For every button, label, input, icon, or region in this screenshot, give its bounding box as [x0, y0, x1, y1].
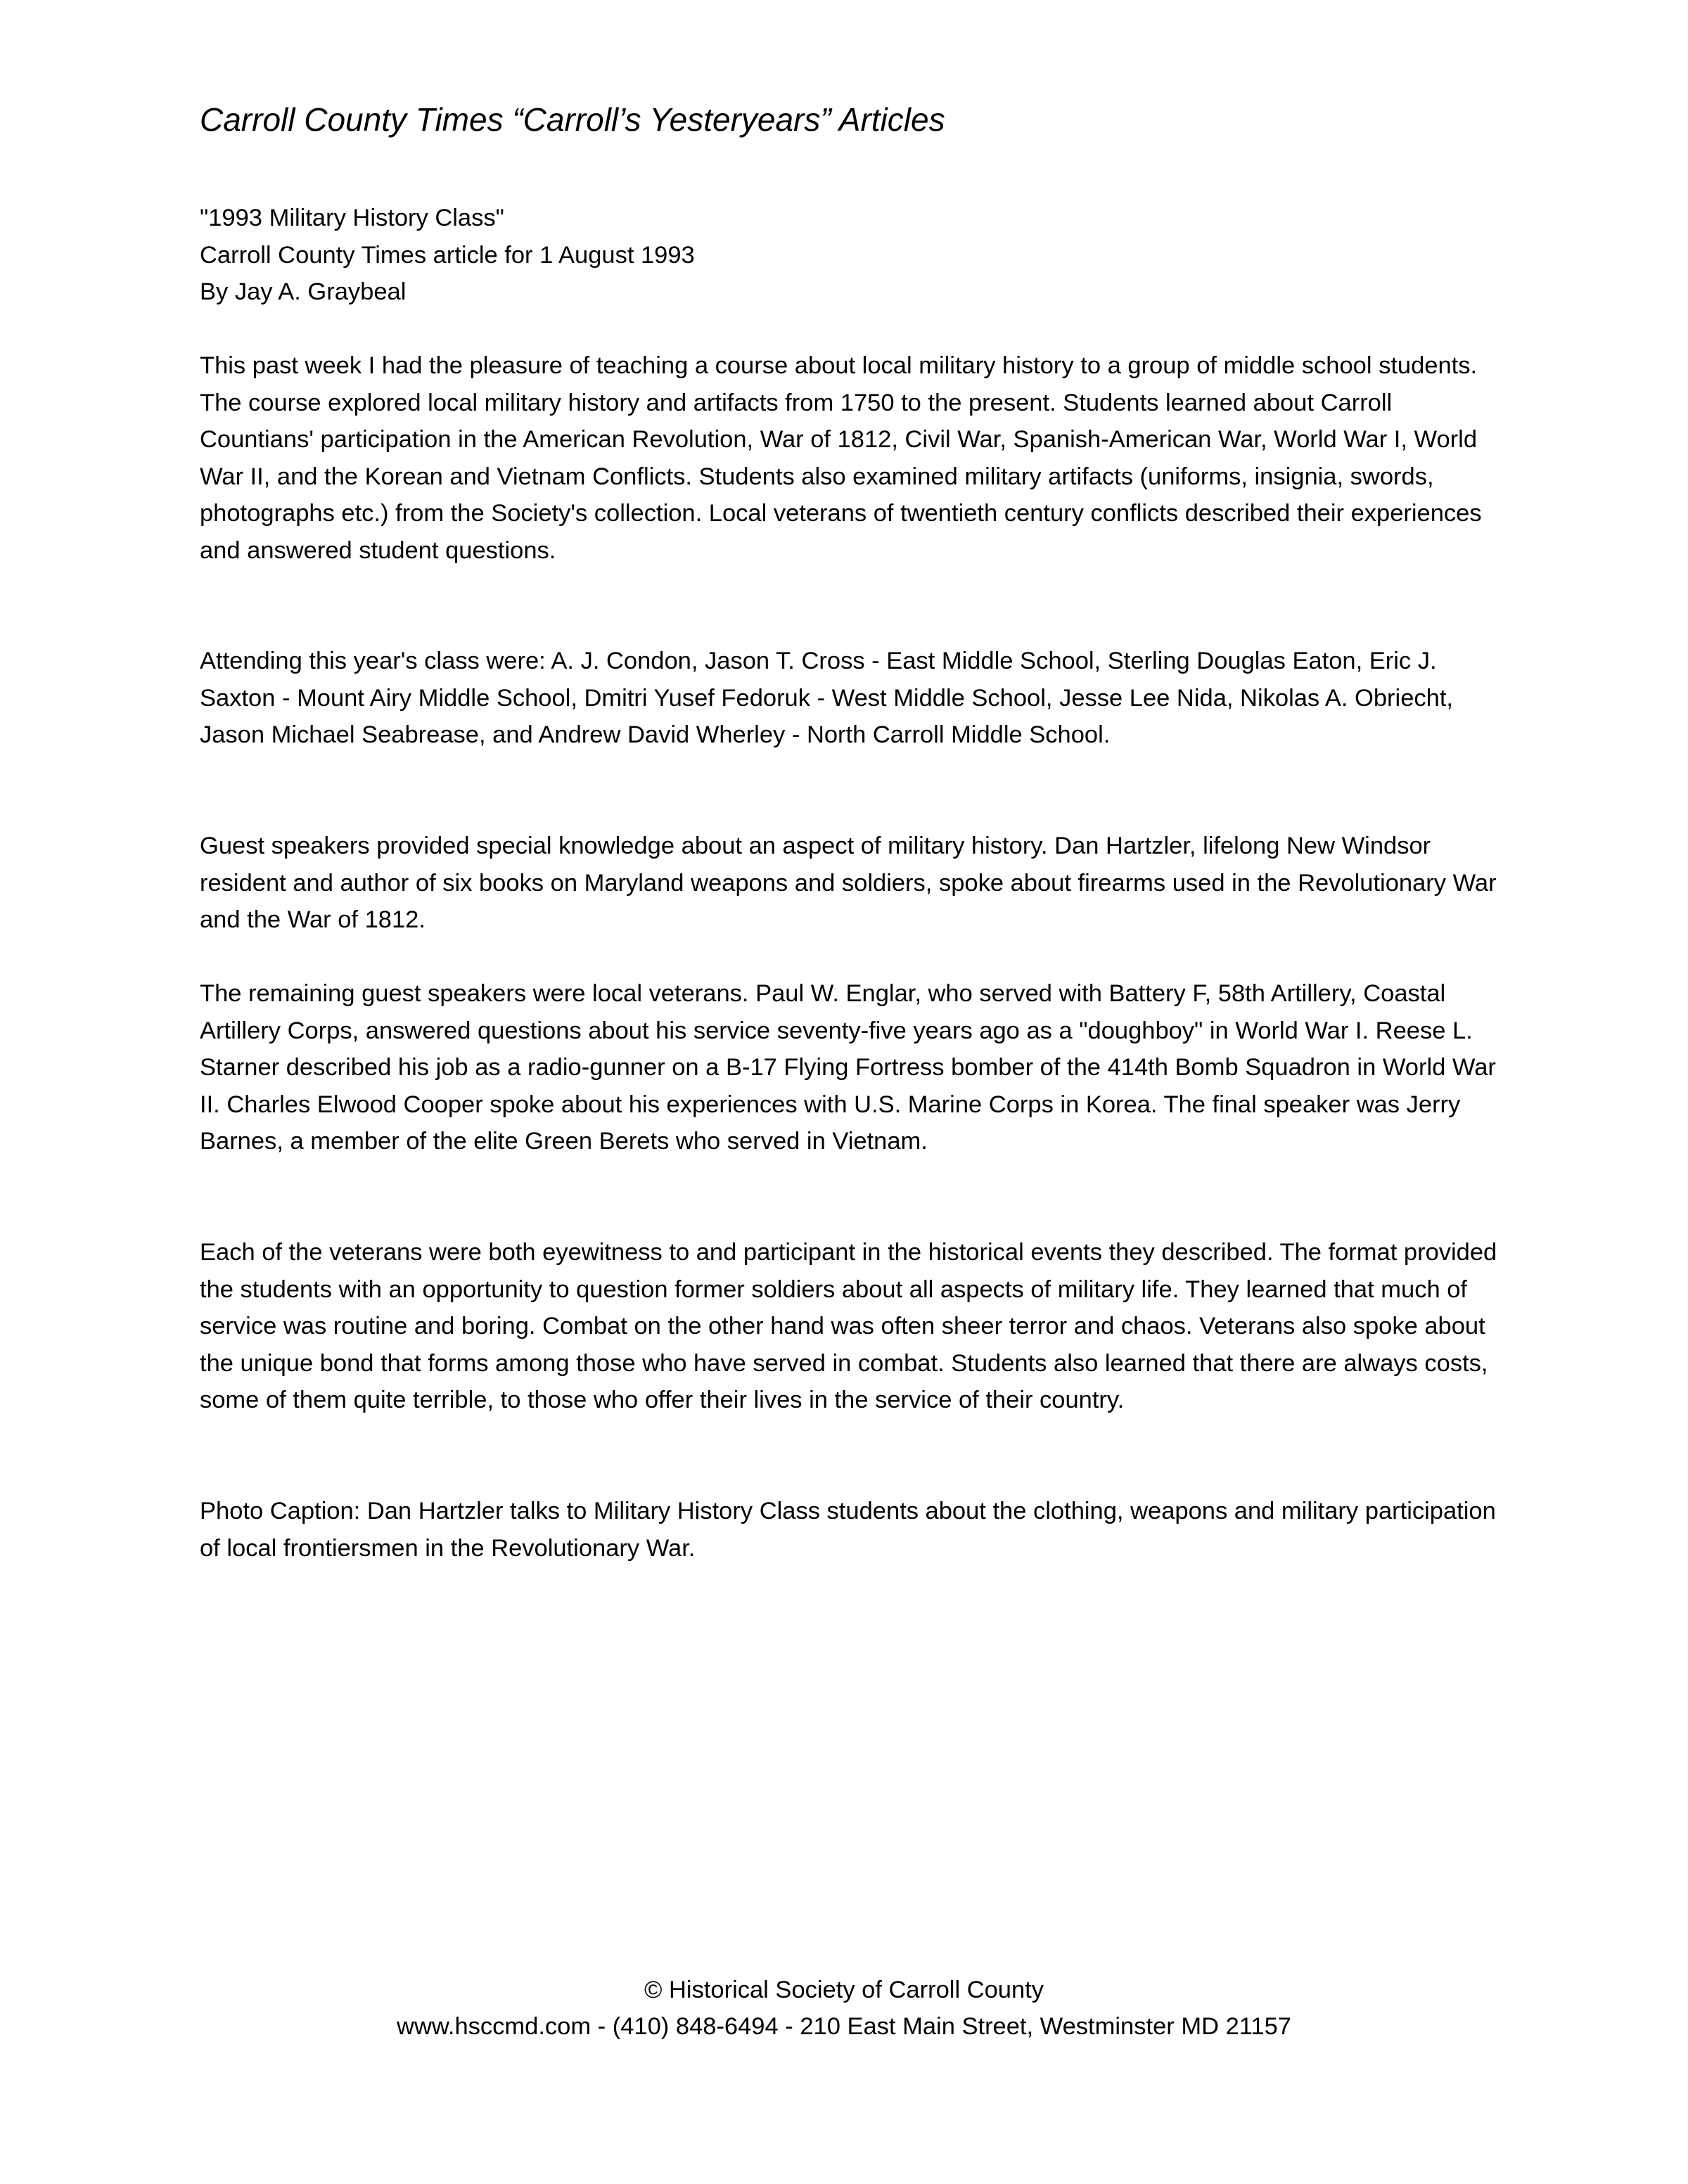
article-byline: By Jay A. Graybeal: [200, 278, 407, 305]
article-dateline: Carroll County Times article for 1 August 1993: [200, 241, 695, 269]
photo-caption: Photo Caption: Dan Hartzler talks to Military History Class students about the clothing, weapons and military participation of local frontiersmen in the Revolutionary War.: [200, 1498, 1496, 1562]
paragraph-veterans: The remaining guest speakers were local veterans. Paul W. Englar, who served with Battery F, 58th Artillery, Coastal Artillery Corps, answered questions about his service seventy-five years ago as a "doughboy" in World War I. Reese L. Starner described his job as a radio-gunner on a B-17 Flying Fortress bomber of the 414th Bomb Squadron in World War II. Charles Elwood Cooper spoke about his experiences with U.S. Marine Corps in Korea. The final speaker was Jerry Barnes, a member of the elite Green Berets who served in Vietnam.: [200, 980, 1496, 1155]
paragraph-attendees: Attending this year's class were: A. J. Condon, Jason T. Cross - East Middle School, Sterling Douglas Eaton, Eric J. Saxton - Mount Airy Middle School, Dmitri Yusef Fedoruk - West Middle School, Jesse Lee Nida, Nikolas A. Obriecht, Jason Michael Seabrease, and Andrew David Wherley - North Carroll Middle School.: [200, 648, 1454, 748]
paragraph-course-overview: This past week I had the pleasure of teaching a course about local military history to a group of middle school students. The course explored local military history and artifacts from 1750 to the present. Students learned about Carroll Countians' participation in the American Revolution, War of 1812, Civil War, Spanish-American War, World War I, World War II, and the Korean and Vietnam Conflicts. Students also examined military artifacts (uniforms, insignia, swords, photographs etc.) from the Society's collection. Local veterans of twentieth century conflicts described their experiences and answered student questions.: [200, 352, 1482, 564]
footer-contact: www.hsccmd.com - (410) 848-6494 - 210 East Main Street, Westminster MD 21157: [397, 2013, 1291, 2040]
series-title: Carroll County Times “Carroll’s Yesteryears” Articles: [200, 101, 945, 138]
paragraph-lessons: Each of the veterans were both eyewitness to and participant in the historical events they described. The format provided the students with an opportunity to question former soldiers about all aspects of military life. They learned that much of service was routine and boring. Combat on the other hand was often sheer terror and chaos. Veterans also spoke about the unique bond that forms among those who have served in combat. Students also learned that there are always costs, some of them quite terrible, to those who offer their lives in the service of their country.: [200, 1239, 1497, 1413]
article-meta: [200, 200, 1508, 311]
footer-copyright: © Historical Society of Carroll County: [644, 1977, 1044, 2003]
paragraph-guest-speakers: Guest speakers provided special knowledge about an aspect of military history. Dan Hartzler, lifelong New Windsor resident and author of six books on Maryland weapons and soldiers, spoke about firearms used in the Revolutionary War and the War of 1812.: [200, 833, 1497, 933]
article-title: "1993 Military History Class": [200, 205, 504, 231]
